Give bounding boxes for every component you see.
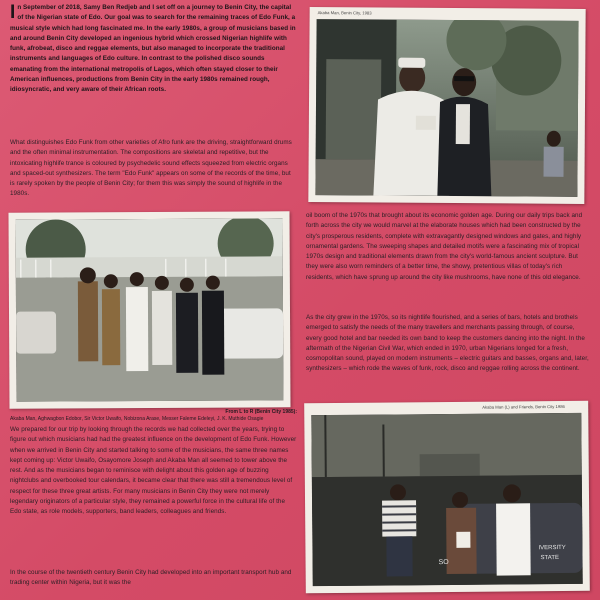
car-door-state-text: STATE	[540, 555, 560, 562]
photo-inner-caption: Akaba Man, Benin City, 1983	[317, 10, 372, 16]
caption-title: From L to R (Benin City 1985):	[225, 409, 297, 415]
photo-image	[315, 19, 578, 197]
twentieth-century-paragraph: In the course of the twentieth century Benin City had developed into an important transport hub and trading center within Nigeria, but it was the	[10, 569, 292, 587]
caption-names: Akaba Man, Aghwagbon Edobor, Sir Victor Uwaifo, Nobizona Arase, Messer Faleme Edeleyi, J. K. Muthide Osagie	[10, 416, 264, 422]
photo-friends-svg	[311, 413, 582, 586]
photo-group-svg	[16, 218, 284, 401]
drop-cap: I	[10, 2, 16, 23]
photo-akaba-man-1983	[308, 7, 585, 204]
musicians-paragraph: We prepared for our trip by looking through the records we had collected over the years, trying to figure out which musicians had had the greatest influence on the development of Edo Funk. However when we arrived in Benin City and started talking to some of the musicians, the same three names kept coming up: Victor Uwaifo, Osayomore Joseph and Akaba Man all seemed to tower above the rest. And as the musicians began to reminisce with delight about this golden age of buzzing nightclubs and overbooked tour calendars, it became clear that there was still a tremendous level of respect for these three great artists. For many musicians in Benin City they were not merely legendary originators of a particular style, they remained a powerful force in the cultural life of the Edo state, as role models, supporters, band leaders, colleagues and friends.	[10, 426, 297, 516]
car-plate-text: SO	[438, 558, 449, 567]
group-photo-caption	[10, 409, 297, 423]
photo-group-1985	[8, 211, 290, 408]
photo-akaba-man-1986	[304, 401, 590, 593]
nightlife-paragraph: As the city grew in the 1970s, so its nightlife flourished, and a series of bars, hotels and brothels emerged to satisfy the needs of the many travellers and merchants passing through, of course, every good hotel and bar needed its own band to keep the customers dancing into the night. In the aftermath of the Nigerian Civil War, which ended in 1970, urban Nigerians longed for a fresh, cosmopolitan sound, played on modern instruments – electric guitars and basses, organs and, later, synthesizers – which rode the waves of funk, rock, disco and reggae rolling across the continent.	[306, 314, 589, 373]
oil-boom-paragraph: oil boom of the 1970s that brought about its economic golden age. During our daily trips back and forth across the city we would marvel at the elaborate houses which had been constructed by the city's prosperous residents, complete with extravagantly designed windows and gates, and highly ornamental gardens. The sweeping shapes and detailed motifs were a fascinating mix of tropical 1970s design and traditional elements drawn from the city's world-famous ancient sculpture. But they were also worn reminders of a better time, the showy, pretentious villas of today's rich residents, which have sprung up around the city like mushrooms, have none of this old elegance.	[306, 212, 583, 281]
photo-inner-caption: Akaba Man (L) and Friends, Benin City 1986	[482, 403, 565, 410]
car-door-text: IVERSITY	[538, 544, 566, 552]
photo-image	[311, 413, 582, 586]
photo-image	[16, 218, 284, 401]
intro-text: n September of 2018, Samy Ben Redjeb and I set off on a journey to Benin City, the capital of the Nigerian state of Edo. Our goal was to search for the remaining traces of Edo Funk, a musical style which had long fascinated me. In the early 1980s, a group of musicians based in and around Benin City developed an ingenious hybrid which crossed Nigerian highlife with funk, afrobeat, disco and reggae elements, but also managed to incorporate the traditional instruments and languages of Edo culture. In contrast to the polished disco sounds emanating from the international metropolis of Lagos, which often stayed closer to their American influences, productions from Benin City in the early 1980s remained rough, idiosyncratic, and very aware of their African roots.	[10, 4, 296, 94]
photo-akaba-man-svg	[315, 19, 578, 197]
intro-paragraph	[10, 3, 297, 96]
edo-funk-paragraph: What distinguishes Edo Funk from other varieties of Afro funk are the driving, straightforward drums and the often minimal instrumentation. The compositions are skeletal and repetitive, but the intoxicating highlife trance is coloured by psychedelic sound effects squeezed from electric organs and spaced-out synthesizers. The term "Edo Funk" appears on some of the records of the time, but is rarely spoken by the people of Benin City; for them this was simply the sound of highlife in the 1980s.	[10, 139, 292, 198]
